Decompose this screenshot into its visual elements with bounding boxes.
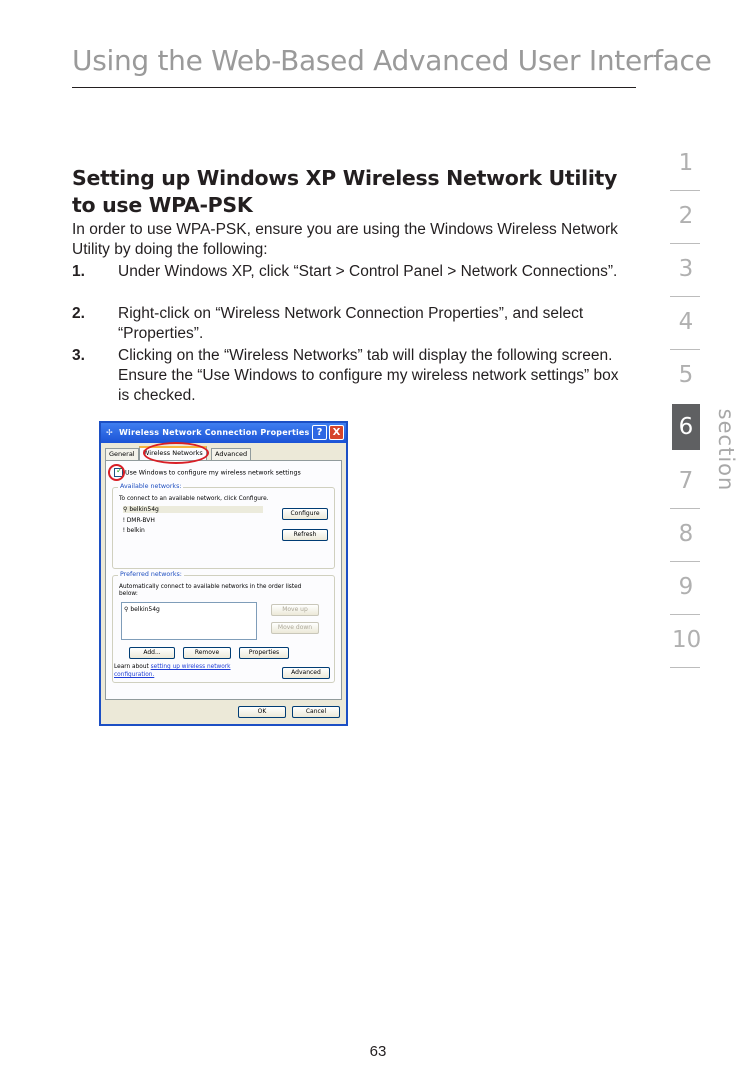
move-up-button[interactable]: Move up <box>271 604 319 616</box>
highlight-circle-checkbox <box>108 464 125 481</box>
tab-wireless-networks[interactable]: Wireless Networks <box>139 446 207 460</box>
sidenav-item-1[interactable]: 1 <box>678 150 694 176</box>
page-number: 63 <box>369 1043 387 1060</box>
section-heading: Setting up Windows XP Wireless Network Utility to use WPA-PSK <box>72 166 618 217</box>
properties-button[interactable]: Properties <box>239 647 289 659</box>
sidenav-item-4[interactable]: 4 <box>678 309 694 335</box>
sidenav-divider <box>670 561 700 562</box>
remove-button[interactable]: Remove <box>183 647 231 659</box>
sidenav-item-3[interactable]: 3 <box>678 256 694 282</box>
antenna-icon: ǃ <box>123 527 127 534</box>
sidenav-divider <box>670 614 700 615</box>
sidenav-item-9[interactable]: 9 <box>678 574 694 600</box>
sidenav-item-7[interactable]: 7 <box>678 468 694 494</box>
wireless-properties-dialog <box>99 421 348 726</box>
step-text: Clicking on the “Wireless Networks” tab will display the following screen. Ensure the “Use Windows to configure my wireless network settings” box is checked. <box>118 347 619 404</box>
page-header-title: Using the Web-Based Advanced User Interface <box>72 44 712 77</box>
learn-about-link-2[interactable]: configuration. <box>114 672 155 678</box>
antenna-icon: ⚲ <box>123 506 130 513</box>
learn-about-text-2 <box>114 672 154 679</box>
step-number: 1. <box>72 263 85 280</box>
sidenav-divider <box>670 243 700 244</box>
dialog-titlebar <box>101 423 346 443</box>
antenna-icon: ǃ <box>123 517 127 524</box>
use-windows-checkbox-label: Use Windows to configure my wireless network settings <box>125 469 301 477</box>
preferred-networks-desc-2: below: <box>119 591 138 597</box>
sidenav-item-8[interactable]: 8 <box>678 521 694 547</box>
section-label: section <box>714 408 738 492</box>
sidenav-divider <box>670 667 700 668</box>
highlight-circle-tab <box>143 442 209 464</box>
help-button[interactable]: ? <box>312 425 327 440</box>
available-network-item[interactable]: ǃ DMR-BVH <box>123 517 155 524</box>
sidenav-divider <box>670 349 700 350</box>
sidenav-divider <box>670 508 700 509</box>
tab-general[interactable]: General <box>105 448 139 460</box>
ok-button[interactable]: OK <box>238 706 286 718</box>
move-down-button[interactable]: Move down <box>271 622 319 634</box>
close-button[interactable]: X <box>329 425 344 440</box>
step-text: Right-click on “Wireless Network Connection Properties”, and select “Properties”. <box>118 305 584 342</box>
antenna-icon: ⚲ <box>124 606 131 613</box>
sidenav-item-5[interactable]: 5 <box>678 362 694 388</box>
step-text: Under Windows XP, click “Start > Control Panel > Network Connections”. <box>118 263 618 280</box>
cancel-button[interactable]: Cancel <box>292 706 340 718</box>
learn-about-link[interactable]: setting up wireless network <box>150 664 231 670</box>
use-windows-checkbox-row[interactable] <box>114 468 301 477</box>
available-networks-title: Available networks: <box>120 483 182 490</box>
preferred-networks-desc-1: Automatically connect to available networks in the order listed <box>119 584 302 590</box>
available-networks-desc: To connect to an available network, click Configure. <box>119 496 269 502</box>
sidenav-divider <box>670 296 700 297</box>
header-rule <box>72 87 636 88</box>
dialog-title: Wireless Network Connection Properties <box>119 428 310 437</box>
advanced-button[interactable]: Advanced <box>282 667 330 679</box>
sidenav-item-10[interactable]: 10 <box>672 627 702 653</box>
step-number: 2. <box>72 305 85 322</box>
sidenav-divider <box>670 190 700 191</box>
available-network-item[interactable]: ǃ belkin <box>123 527 145 534</box>
preferred-networks-title: Preferred networks: <box>120 571 182 578</box>
sidenav-item-6-active[interactable]: 6 <box>672 404 700 450</box>
network-icon: ✢ <box>106 428 113 437</box>
learn-about-text: Learn about setting up wireless network <box>114 664 231 670</box>
tab-advanced[interactable]: Advanced <box>211 448 251 460</box>
refresh-button[interactable]: Refresh <box>282 529 328 541</box>
step-number: 3. <box>72 347 85 364</box>
available-network-item[interactable]: ⚲ belkin54g <box>123 506 263 513</box>
available-networks-group <box>112 483 335 569</box>
sidenav-item-2[interactable]: 2 <box>678 203 694 229</box>
preferred-network-item[interactable]: ⚲ belkin54g <box>124 606 160 613</box>
configure-button[interactable]: Configure <box>282 508 328 520</box>
add-button[interactable]: Add... <box>129 647 175 659</box>
preferred-networks-list[interactable] <box>121 602 257 640</box>
wireless-networks-panel <box>105 460 342 700</box>
intro-paragraph: In order to use WPA-PSK, ensure you are using the Windows Wireless Network Utility by doing the following: <box>72 221 618 258</box>
